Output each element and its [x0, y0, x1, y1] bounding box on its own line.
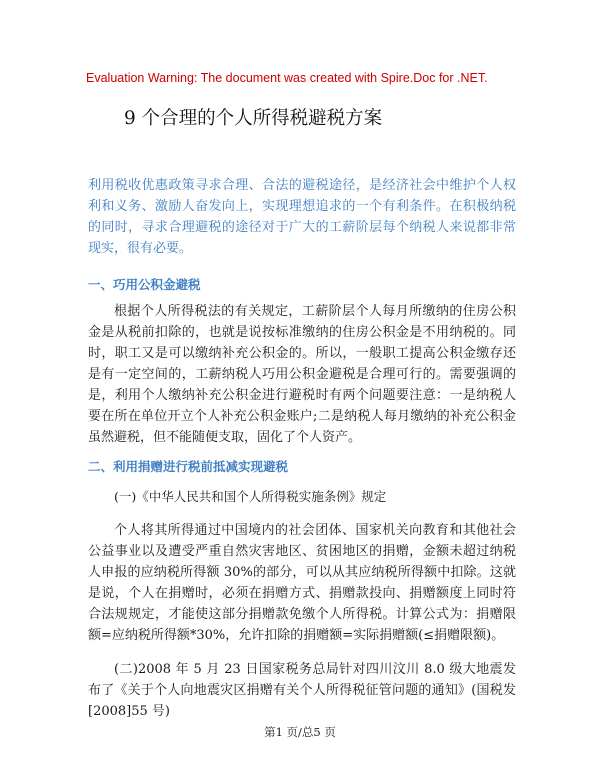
intro-paragraph: 利用税收优惠政策寻求合理、合法的避税途径，是经济社会中维护个人权利和义务、激励人奋发向上，实现理想追求的一个有利条件。在积极纳税的同时，寻求合理避税的途径对于广大的工薪阶层每个纳税人来说都非常现实，很有必要。 — [88, 178, 516, 256]
document-title: 9 个合理的个人所得税避税方案 — [124, 108, 383, 129]
section-2-paragraph: 个人将其所得通过中国境内的社会团体、国家机关向教育和其他社会公益事业以及遭受严重自然灾害地区、贫困地区的捐赠，金额未超过纳税人申报的应纳税所得额 30%的部分，可以从其应纳税所得额中扣除。这就是说，个人在捐赠时，必须在捐赠方式、捐赠款投向、捐赠额度上同时符合法规规定，才能使这部分捐赠款免缴个人所得税。计算公式为：捐赠限额=应纳税所得额*30%，允许扣除的捐赠额=实际捐赠额(≤捐赠限额)。 — [88, 523, 516, 643]
section-2-paragraph-2: (二)2008 年 5 月 23 日国家税务总局针对四川汶川 8.0 级大地震发布了《关于个人向地震灾区捐赠有关个人所得税征管问题的通知》(国税发[2008]55 号) — [88, 662, 516, 719]
evaluation-warning: Evaluation Warning: The document was created with Spire.Doc for .NET. — [86, 71, 488, 85]
section-2-subheading: (一)《中华人民共和国个人所得税实施条例》规定 — [114, 489, 387, 504]
page-footer: 第1 页/总5 页 — [264, 725, 336, 739]
section-1-paragraph: 根据个人所得税法的有关规定，工薪阶层个人每月所缴纳的住房公积金是从税前扣除的，也就是说按标准缴纳的住房公积金是不用纳税的。同时，职工又是可以缴纳补充公积金的。所以，一般职工提高公积金缴存还是有一定空间的，工薪纳税人巧用公积金避税是合理可行的。需要强调的是，利用个人缴纳补充公积金进行避税时有两个问题要注意：一是纳税人要在所在单位开立个人补充公积金账户;二是纳税人每月缴纳的补充公积金虽然避税，但不能随便支取，固化了个人资产。 — [88, 304, 516, 445]
section-1-heading: 一、巧用公积金避税 — [88, 277, 201, 292]
section-2-heading: 二、利用捐赠进行税前抵减实现避税 — [88, 459, 289, 474]
